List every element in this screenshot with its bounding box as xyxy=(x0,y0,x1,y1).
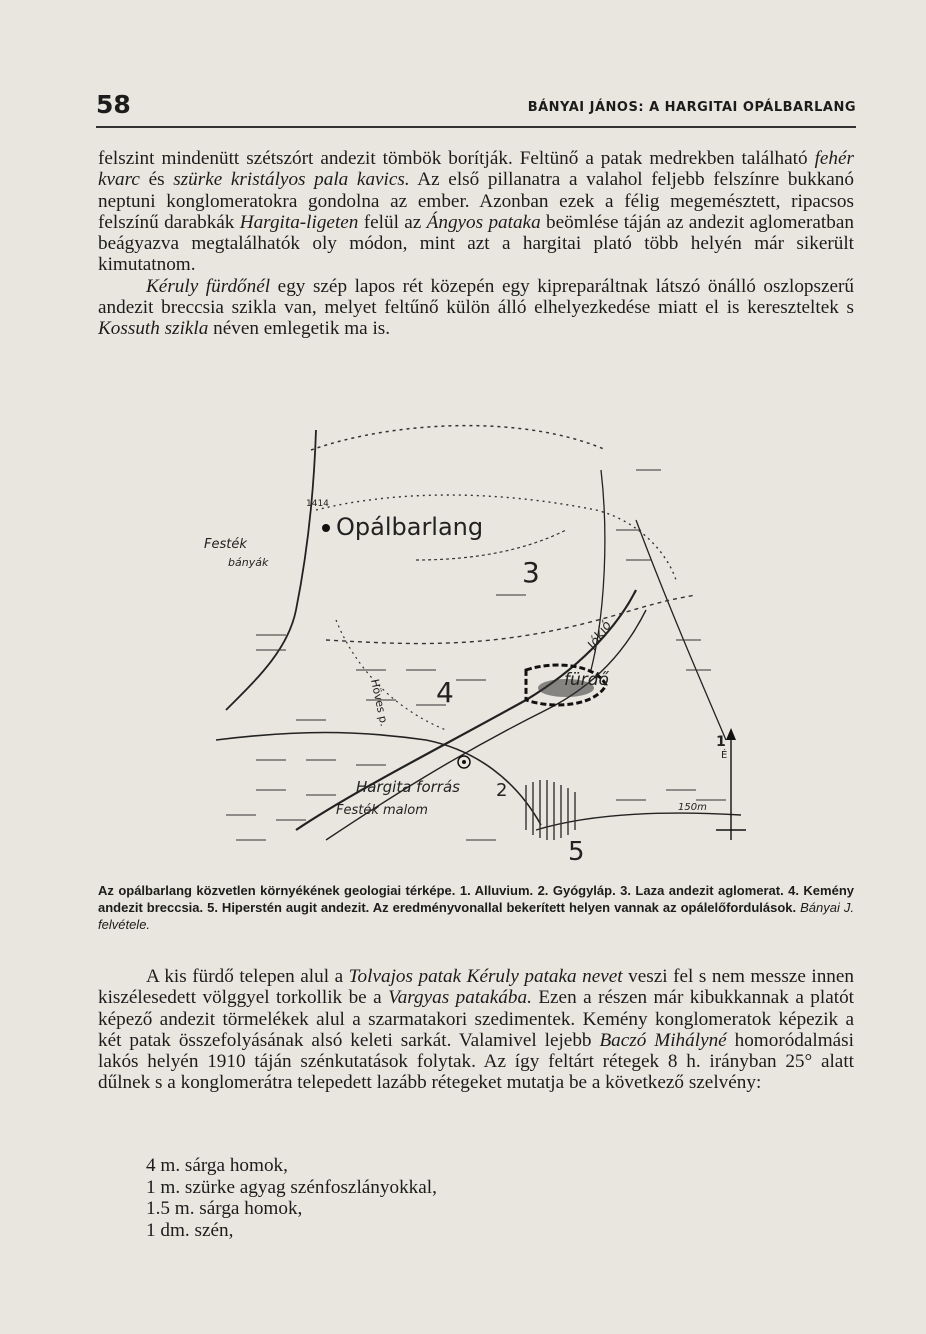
map-label-hargita-forras: Hargita forrás xyxy=(356,778,460,796)
strata-item: 4 m. sárga homok, xyxy=(146,1155,288,1176)
map-zone-2: 2 xyxy=(496,780,508,801)
map-label-banyak: bányák xyxy=(228,556,269,569)
map-label-jokio: Jókió xyxy=(584,618,615,653)
map-zone-5: 5 xyxy=(568,837,585,867)
map-label-1414: 1414 xyxy=(306,499,329,509)
strata-item: 1 dm. szén, xyxy=(146,1219,234,1241)
header-rule xyxy=(96,126,856,128)
figure-credit: Bányai J. felvétele. xyxy=(98,900,854,932)
body-text-upper xyxy=(98,148,854,340)
page-header xyxy=(96,90,856,126)
map-label-opalbarlang: Opálbarlang xyxy=(336,513,484,541)
strata-item: 1 m. szürke agyag szénfoszlányokkal, xyxy=(146,1176,437,1198)
page-number: 58 xyxy=(96,90,131,119)
map-label-north: É xyxy=(721,750,728,761)
paragraph-2: Kéruly fürdőnél egy szép lapos rét közepén egy kipreparáltnak látszó önálló oszlopszerű andezit breccsia szikla van, melyet feltűnő külön álló elhelyezkedése miatt el is kereszteltek s Kossuth szikla néven emlegetik ma is. xyxy=(98,275,855,340)
map-label-furdo: fürdő xyxy=(564,670,609,690)
map-label-festek-malom: Festék malom xyxy=(336,803,428,818)
geological-map xyxy=(196,410,756,870)
strata-list xyxy=(146,1155,646,1241)
body-text-lower xyxy=(98,966,854,1094)
map-zone-1: 1 xyxy=(716,734,726,750)
map-label-scale: 150m xyxy=(678,802,707,813)
running-head: BÁNYAI JÁNOS: A HARGITAI OPÁLBARLANG xyxy=(527,100,856,115)
paragraph-1: felszint mindenütt szétszórt andezit tömbök borítják. Feltünő a patak medrekben található fehér kvarc és szürke kristályos pala kavics. Az első pillanatra a valahol feljebb felszínre bukkanó neptuni konglomeratokra gondolna az ember. Azonban ezek a félig megemésztett, ripacsos felszínű darabkák Hargita-ligeten felül az Ángyos pataka beömlése táján az andezit aglomeratban beágyazva megtalálhatók oly módon, mint azt a hargitai plató több helyén már sikerült kimutatnom. xyxy=(98,148,854,276)
map-zone-3: 3 xyxy=(522,556,540,589)
map-label-festek: Festék xyxy=(204,537,247,552)
map-label-hoves: Höves p. xyxy=(368,677,391,728)
paragraph-3: A kis fürdő telepen alul a Tolvajos patak Kéruly pataka nevet veszi fel s nem messze innen kiszélesedett völggyel torkollik be a Vargyas patakába. Ezen a részen már kibukkannak a platót képező andezit törmelékek alul a szarmatakori szedimentek. Kemény konglomeratok képezik a két patak összefolyásának alsó keleti sarkát. Valamivel lejebb Baczó Mihályné homoródalmási lakós helyén 1910 táján szénkutatások folytak. Az így feltárt rétegek 8 h. irányban 25° alatt dűlnek s a konglomerátra telepedett lazább rétegeket mutatja be a következő szelvény: xyxy=(98,966,854,1094)
strata-item: 1.5 m. sárga homok, xyxy=(146,1198,303,1219)
figure-caption: Az opálbarlang közvetlen környékének geologiai térképe. 1. Alluvium. 2. Gyógyláp. 3. Laza andezit aglomerat. 4. Kemény andezit breccsia. 5. Hiperstén augit andezit. Az eredményvonallal bekerített helyen vannak az opálelőfordulások. Bányai J. felvétele. xyxy=(98,883,854,932)
map-zone-4: 4 xyxy=(436,676,454,709)
